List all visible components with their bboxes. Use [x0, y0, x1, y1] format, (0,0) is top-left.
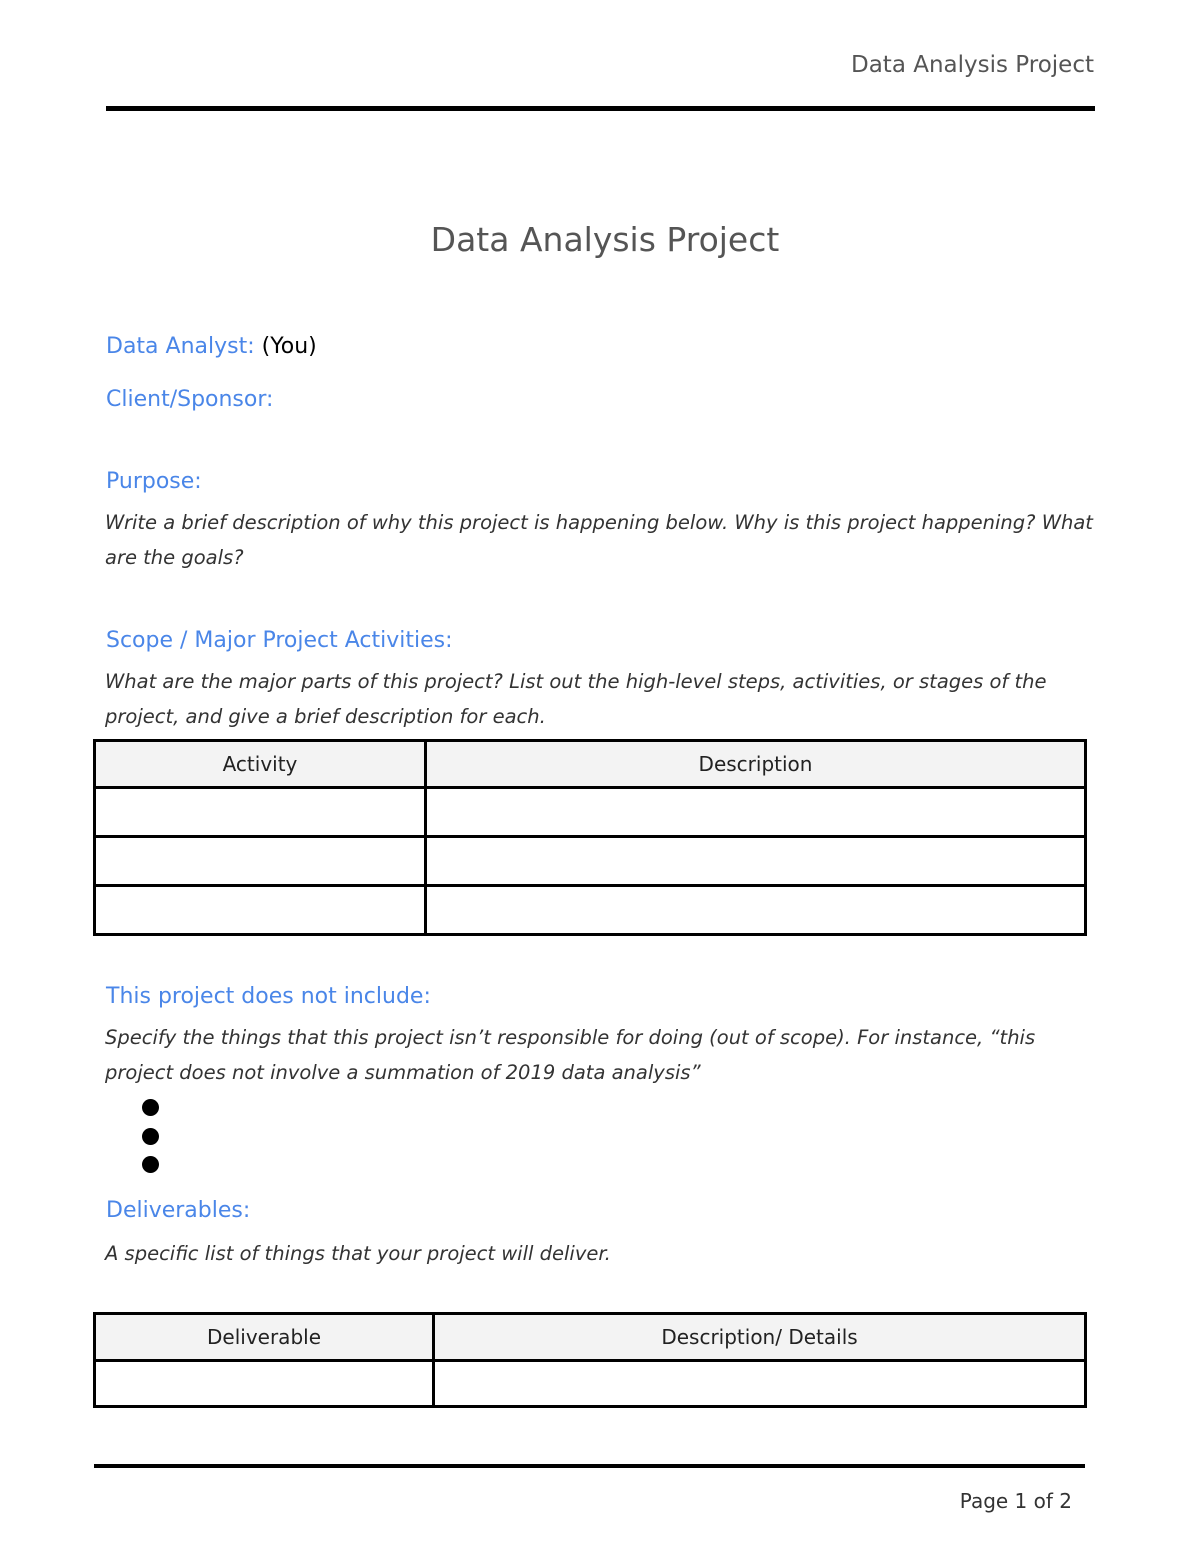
description-cell[interactable] [426, 886, 1086, 935]
bullet-point [142, 1099, 159, 1116]
bullet-point [142, 1156, 159, 1173]
exclusions-heading: This project does not include: [106, 984, 431, 1009]
document-title: Data Analysis Project [430, 220, 780, 259]
data-analyst-line [106, 334, 317, 359]
activity-cell[interactable] [95, 886, 426, 935]
activity-cell[interactable] [95, 788, 426, 837]
scope-heading: Scope / Major Project Activities: [106, 628, 453, 653]
deliverable-cell[interactable] [95, 1361, 434, 1407]
deliverables-header-row [95, 1314, 1086, 1361]
activities-header-description: Description [426, 741, 1086, 788]
deliverables-header-details: Description/ Details [434, 1314, 1086, 1361]
scope-instructions: What are the major parts of this project? List out the high-level steps, activities, or stages of the project, and give a brief description for each. [105, 670, 1047, 728]
client-sponsor-line [106, 387, 273, 412]
data-analyst-value: (You) [261, 334, 317, 359]
client-sponsor-label: Client/Sponsor: [106, 387, 274, 412]
deliverables-heading: Deliverables: [106, 1198, 251, 1223]
table-row [95, 788, 1086, 837]
header-title: Data Analysis Project [851, 52, 1094, 78]
purpose-heading: Purpose: [106, 469, 202, 494]
description-cell[interactable] [426, 837, 1086, 886]
deliverables-table [93, 1312, 1087, 1408]
footer-rule [94, 1464, 1085, 1468]
activities-header-row [95, 741, 1086, 788]
activities-table [93, 739, 1087, 936]
activity-cell[interactable] [95, 837, 426, 886]
deliverables-header-deliverable: Deliverable [95, 1314, 434, 1361]
deliverables-instructions: A specific list of things that your project will deliver. [105, 1242, 611, 1265]
table-row [95, 886, 1086, 935]
exclusions-bullet-list [142, 1099, 159, 1185]
table-row [95, 1361, 1086, 1407]
bullet-point [142, 1128, 159, 1145]
details-cell[interactable] [434, 1361, 1086, 1407]
exclusions-instructions: Specify the things that this project isn’t responsible for doing (out of scope). For instance, “this project does not involve a summation of 2019 data analysis” [105, 1026, 1036, 1084]
description-cell[interactable] [426, 788, 1086, 837]
page-number: Page 1 of 2 [959, 1489, 1072, 1513]
activities-header-activity: Activity [95, 741, 426, 788]
header-rule [106, 106, 1095, 111]
table-row [95, 837, 1086, 886]
purpose-instructions: Write a brief description of why this project is happening below. Why is this project happening? What are the goals? [105, 511, 1093, 569]
data-analyst-label: Data Analyst: [106, 334, 255, 359]
